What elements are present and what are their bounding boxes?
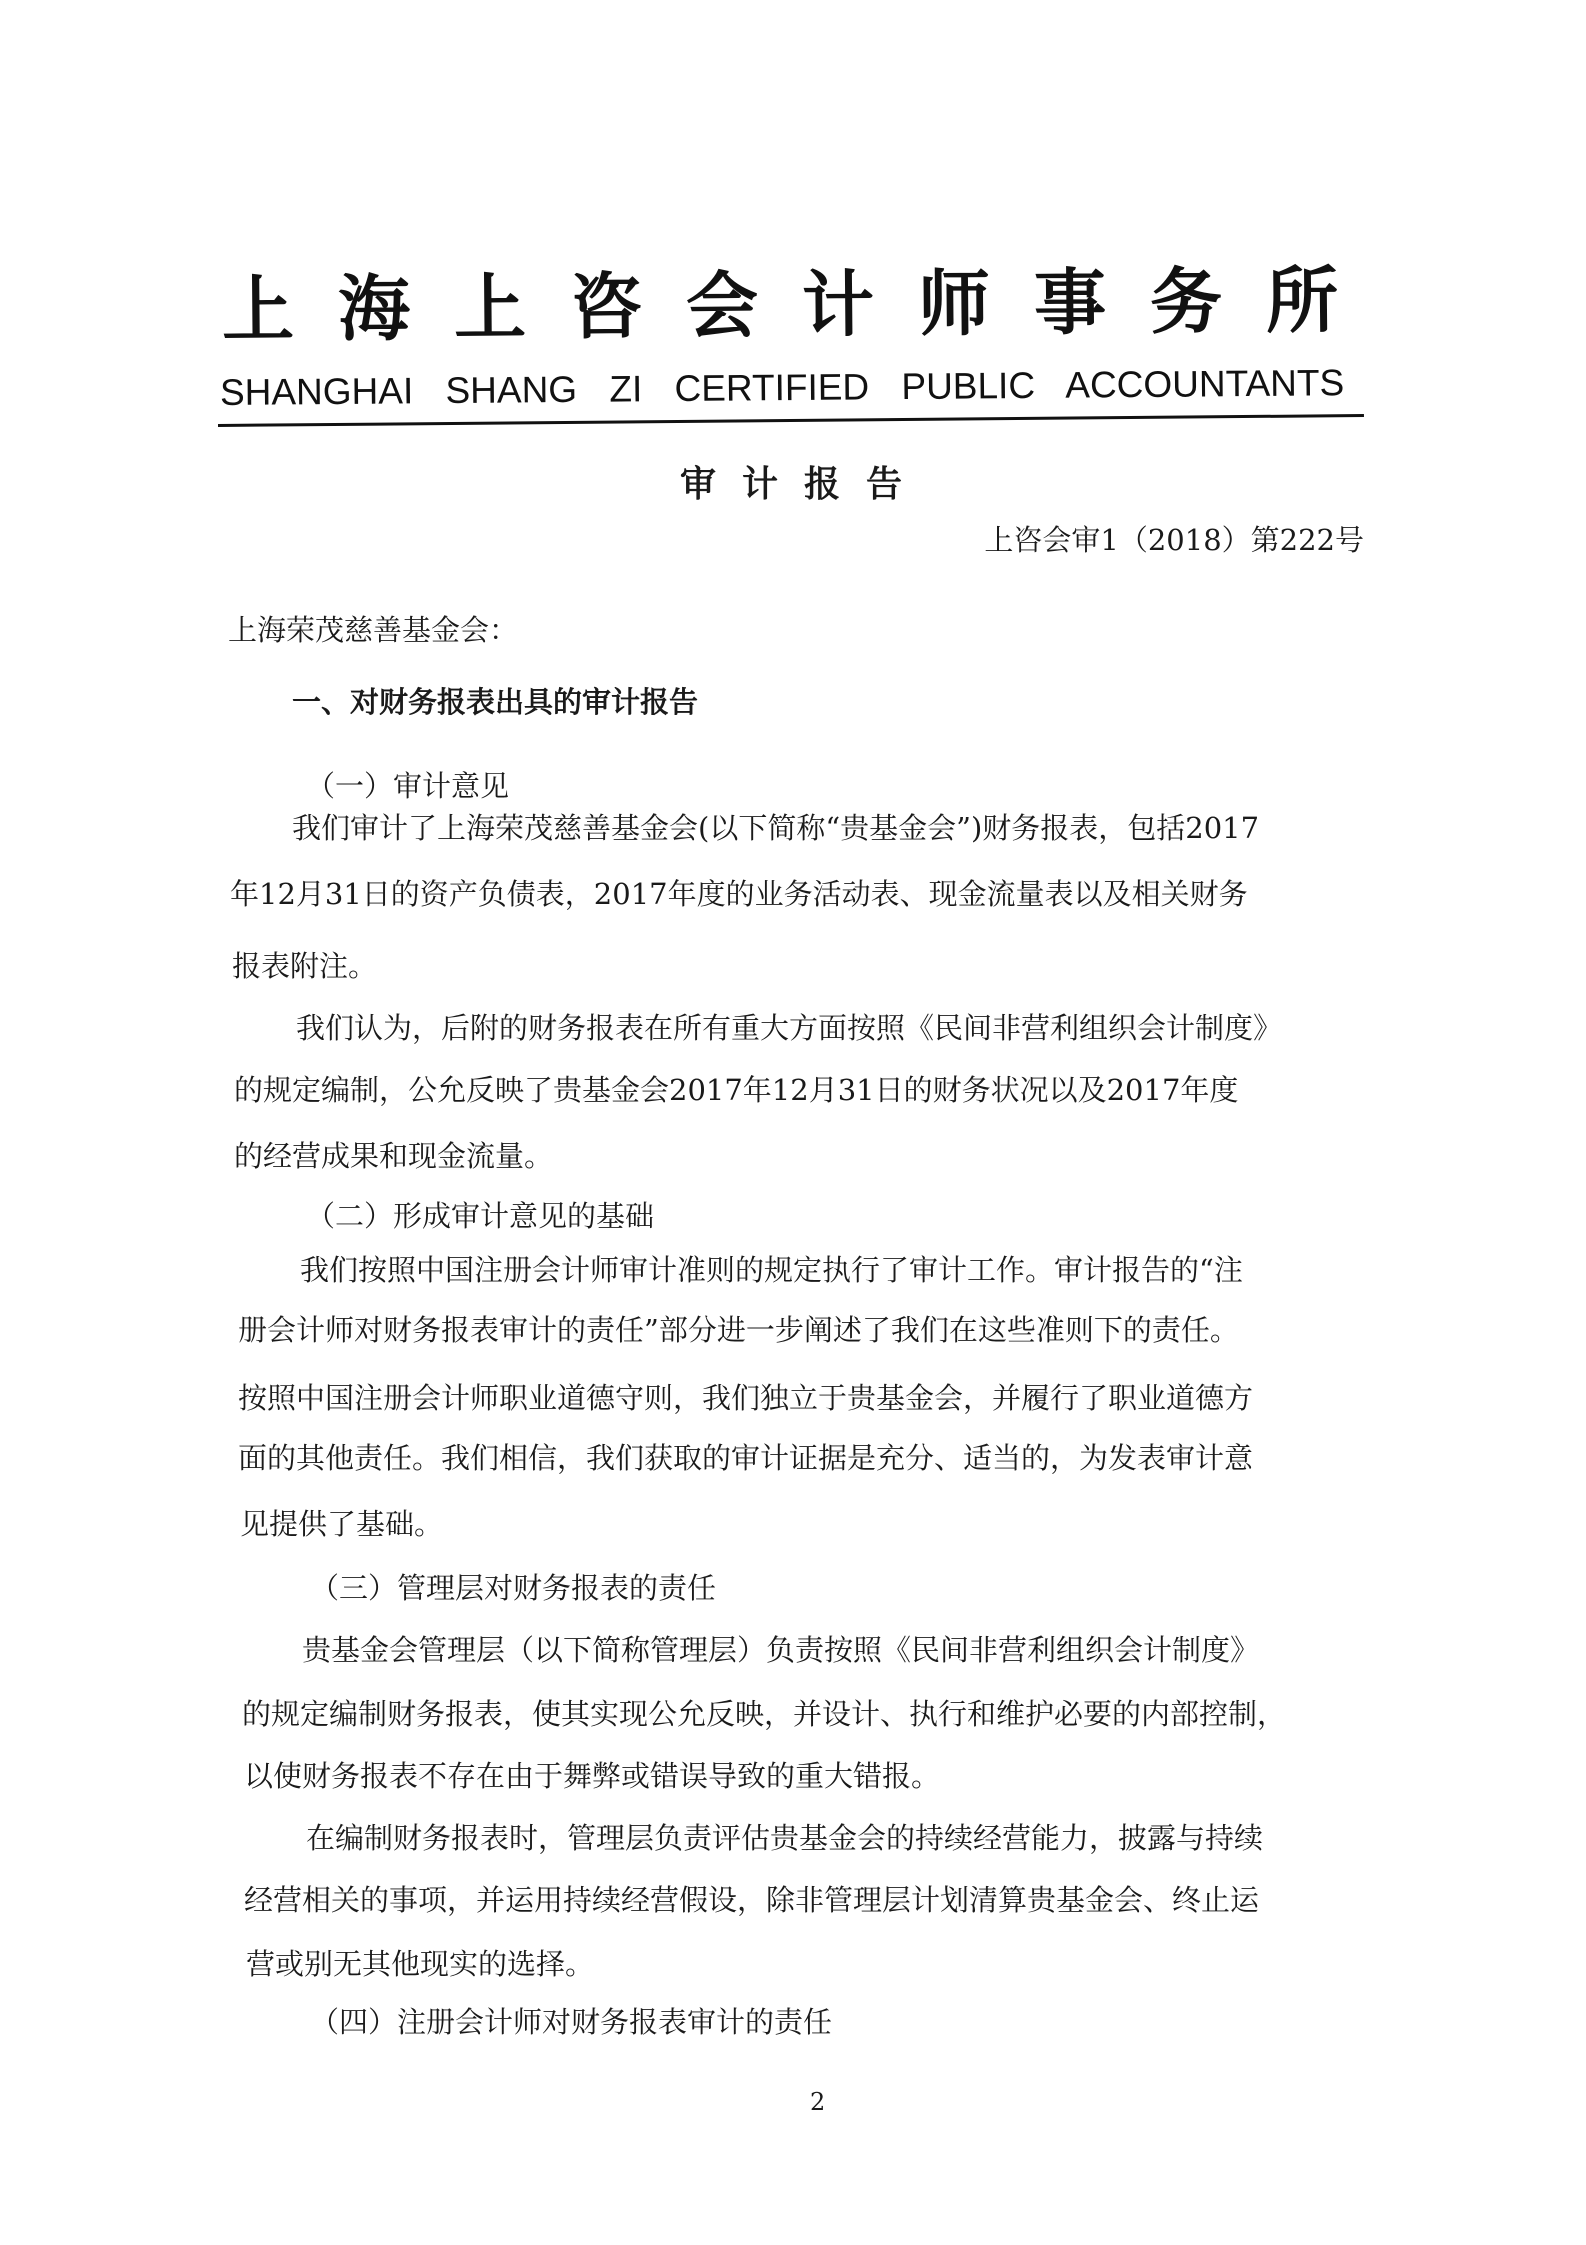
paragraph-line: 的经营成果和现金流量。 xyxy=(234,1139,554,1173)
firm-name-english: SHANGHAI SHANG ZI CERTIFIED PUBLIC ACCOUNTANTS xyxy=(219,362,1345,413)
letterhead-divider xyxy=(218,414,1364,427)
addressee: 上海荣茂慈善基金会： xyxy=(228,613,519,647)
paragraph-line: 我们审计了上海荣茂慈善基金会(以下简称“贵基金会”)财务报表，包括2017 xyxy=(292,811,1260,845)
subsection-heading: （一）审计意见 xyxy=(306,769,510,803)
paragraph-line: 的规定编制，公允反映了贵基金会2017年12月31日的财务状况以及2017年度 xyxy=(234,1073,1239,1107)
paragraph-line: 我们认为，后附的财务报表在所有重大方面按照《民间非营利组织会计制度》 xyxy=(296,1011,1283,1045)
report-number: 上咨会审1（2018）第222号 xyxy=(984,523,1364,557)
paragraph-line: 营或别无其他现实的选择。 xyxy=(246,1947,595,1981)
report-title: 审计报告 xyxy=(680,464,929,505)
paragraph-line: 见提供了基础。 xyxy=(240,1507,444,1541)
page-number: 2 xyxy=(810,2088,826,2116)
paragraph-line: 我们按照中国注册会计师审计准则的规定执行了审计工作。审计报告的“注 xyxy=(300,1253,1243,1287)
subsection-heading: （二）形成审计意见的基础 xyxy=(306,1199,655,1233)
firm-name-chinese: 上海上咨会计师事务所 xyxy=(221,257,1383,352)
paragraph-line: 按照中国注册会计师职业道德守则，我们独立于贵基金会，并履行了职业道德方 xyxy=(238,1381,1254,1415)
subsection-heading: （三）管理层对财务报表的责任 xyxy=(310,1571,717,1605)
paragraph-line: 以使财务报表不存在由于舞弊或错误导致的重大错报。 xyxy=(244,1759,941,1793)
paragraph-line: 年12月31日的资产负债表，2017年度的业务活动表、现金流量表以及相关财务 xyxy=(230,877,1248,911)
paragraph-line: 面的其他责任。我们相信，我们获取的审计证据是充分、适当的，为发表审计意 xyxy=(238,1441,1254,1475)
paragraph-line: 在编制财务报表时，管理层负责评估贵基金会的持续经营能力，披露与持续 xyxy=(306,1821,1264,1855)
paragraph-line: 经营相关的事项，并运用持续经营假设，除非管理层计划清算贵基金会、终止运 xyxy=(244,1883,1260,1917)
subsection-heading: （四）注册会计师对财务报表审计的责任 xyxy=(310,2005,833,2039)
paragraph-line: 册会计师对财务报表审计的责任”部分进一步阐述了我们在这些准则下的责任。 xyxy=(238,1313,1239,1347)
paragraph-line: 贵基金会管理层（以下简称管理层）负责按照《民间非营利组织会计制度》 xyxy=(302,1633,1260,1667)
paragraph-line: 的规定编制财务报表，使其实现公允反映，并设计、执行和维护必要的内部控制， xyxy=(242,1697,1287,1731)
section-heading: 一、对财务报表出具的审计报告 xyxy=(292,685,699,719)
paragraph-line: 报表附注。 xyxy=(232,949,378,983)
